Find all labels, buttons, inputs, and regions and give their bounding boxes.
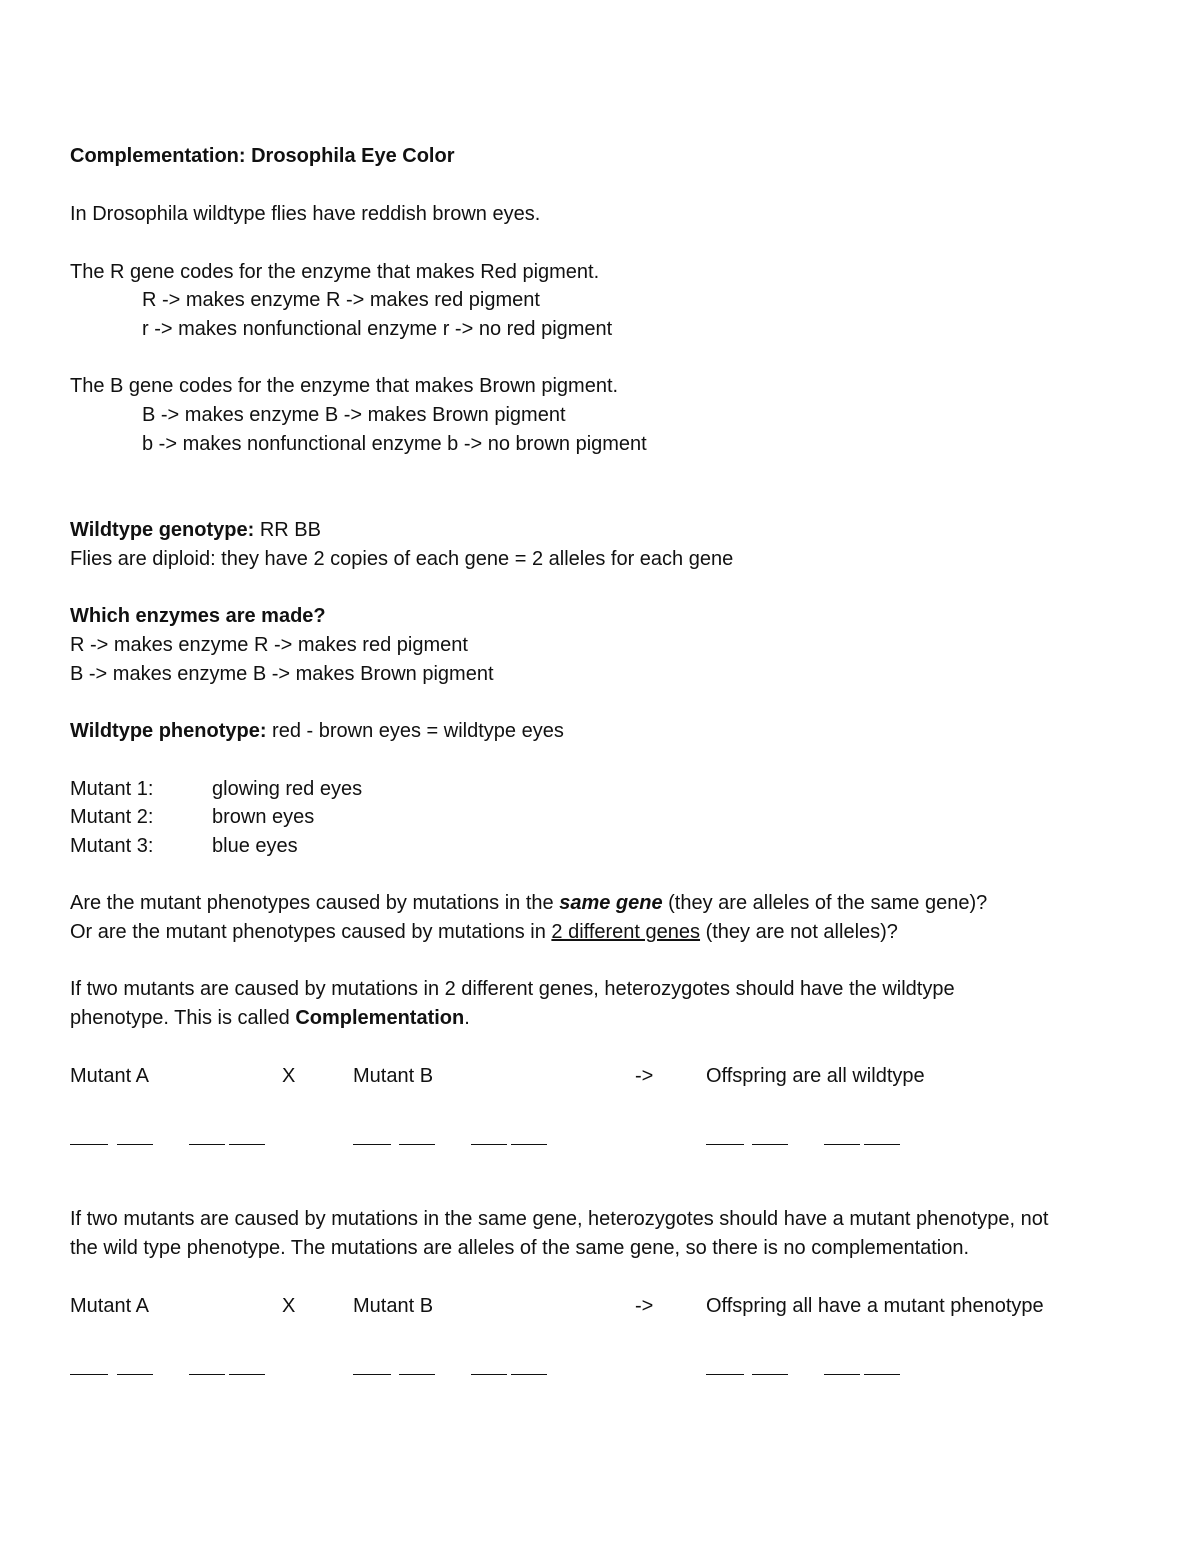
enzymes-heading: Which enzymes are made? [70,605,326,627]
r-gene-line-2: r -> makes nonfunctional enzyme r -> no red pigment [142,318,613,340]
complementation-term: Complementation [295,1007,465,1029]
cross1-mutant-a: Mutant A [70,1065,149,1087]
allele-blank[interactable] [117,1374,153,1375]
b-gene-heading: The B gene codes for the enzyme that makes Brown pigment. [70,375,619,397]
cross1-result: Offspring are all wildtype [706,1065,925,1087]
enzymes-line-1: R -> makes enzyme R -> makes red pigment [70,634,468,656]
allele-blank[interactable] [706,1374,744,1375]
allele-blank[interactable] [511,1374,547,1375]
cross2-mutant-a: Mutant A [70,1295,149,1317]
page-title: Complementation: Drosophila Eye Color [70,145,455,167]
intro-text: In Drosophila wildtype flies have reddish brown eyes. [70,203,541,225]
allele-blank[interactable] [70,1374,108,1375]
allele-blank[interactable] [706,1144,744,1145]
b-gene-line-1: B -> makes enzyme B -> makes Brown pigment [142,404,566,426]
cross2-result: Offspring all have a mutant phenotype [706,1295,1044,1317]
cross1-x: X [282,1065,296,1087]
no-complementation-line-1: If two mutants are caused by mutations in the same gene, heterozygotes should have a mutant phenotype, not [70,1208,1049,1230]
cross2-mutant-b: Mutant B [353,1295,434,1317]
allele-blank[interactable] [229,1374,265,1375]
mutant-2-name: Mutant 2: [70,806,154,828]
allele-blank[interactable] [189,1144,225,1145]
allele-blank[interactable] [752,1144,788,1145]
allele-blank[interactable] [752,1374,788,1375]
cross1-mutant-b: Mutant B [353,1065,434,1087]
mutant-1-phenotype: glowing red eyes [212,778,363,800]
mutant-3-name: Mutant 3: [70,835,154,857]
mutant-3-phenotype: blue eyes [212,835,298,857]
r-gene-heading: The R gene codes for the enzyme that makes Red pigment. [70,261,600,283]
wildtype-phenotype-value: red - brown eyes = wildtype eyes [266,720,564,742]
allele-blank[interactable] [70,1144,108,1145]
cross2-x: X [282,1295,296,1317]
allele-blank[interactable] [229,1144,265,1145]
b-gene-line-2: b -> makes nonfunctional enzyme b -> no brown pigment [142,433,647,455]
wildtype-genotype [70,518,321,542]
allele-blank[interactable] [399,1374,435,1375]
allele-blank[interactable] [471,1144,507,1145]
allele-blank[interactable] [824,1144,860,1145]
wildtype-phenotype [70,719,564,743]
allele-blank[interactable] [189,1374,225,1375]
question-line-1: Are the mutant phenotypes caused by mutations in the same gene (they are alleles of the same gene)? [70,892,988,914]
mutant-1-name: Mutant 1: [70,778,154,800]
same-gene-emphasis: same gene [559,892,663,914]
cross2-arrow: -> [635,1295,654,1317]
allele-blank[interactable] [471,1374,507,1375]
r-gene-line-1: R -> makes enzyme R -> makes red pigment [142,289,540,311]
allele-blank[interactable] [864,1144,900,1145]
allele-blank[interactable] [511,1144,547,1145]
allele-blank[interactable] [399,1144,435,1145]
allele-blank[interactable] [353,1374,391,1375]
diploid-text: Flies are diploid: they have 2 copies of each gene = 2 alleles for each gene [70,548,734,570]
complementation-line-1: If two mutants are caused by mutations in 2 different genes, heterozygotes should have the wildtype [70,978,955,1000]
wildtype-phenotype-label: Wildtype phenotype: [70,720,267,742]
complementation-line-2: phenotype. This is called Complementation. [70,1007,470,1029]
different-genes-underline: 2 different genes [551,921,701,943]
cross1-arrow: -> [635,1065,654,1087]
question-line-2: Or are the mutant phenotypes caused by mutations in 2 different genes (they are not alleles)? [70,921,898,943]
allele-blank[interactable] [353,1144,391,1145]
no-complementation-line-2: the wild type phenotype. The mutations are alleles of the same gene, so there is no complementation. [70,1237,970,1259]
enzymes-line-2: B -> makes enzyme B -> makes Brown pigment [70,663,494,685]
allele-blank[interactable] [864,1374,900,1375]
wildtype-genotype-value: RR BB [254,519,321,541]
wildtype-genotype-label: Wildtype genotype: [70,519,255,541]
mutant-2-phenotype: brown eyes [212,806,315,828]
allele-blank[interactable] [824,1374,860,1375]
allele-blank[interactable] [117,1144,153,1145]
